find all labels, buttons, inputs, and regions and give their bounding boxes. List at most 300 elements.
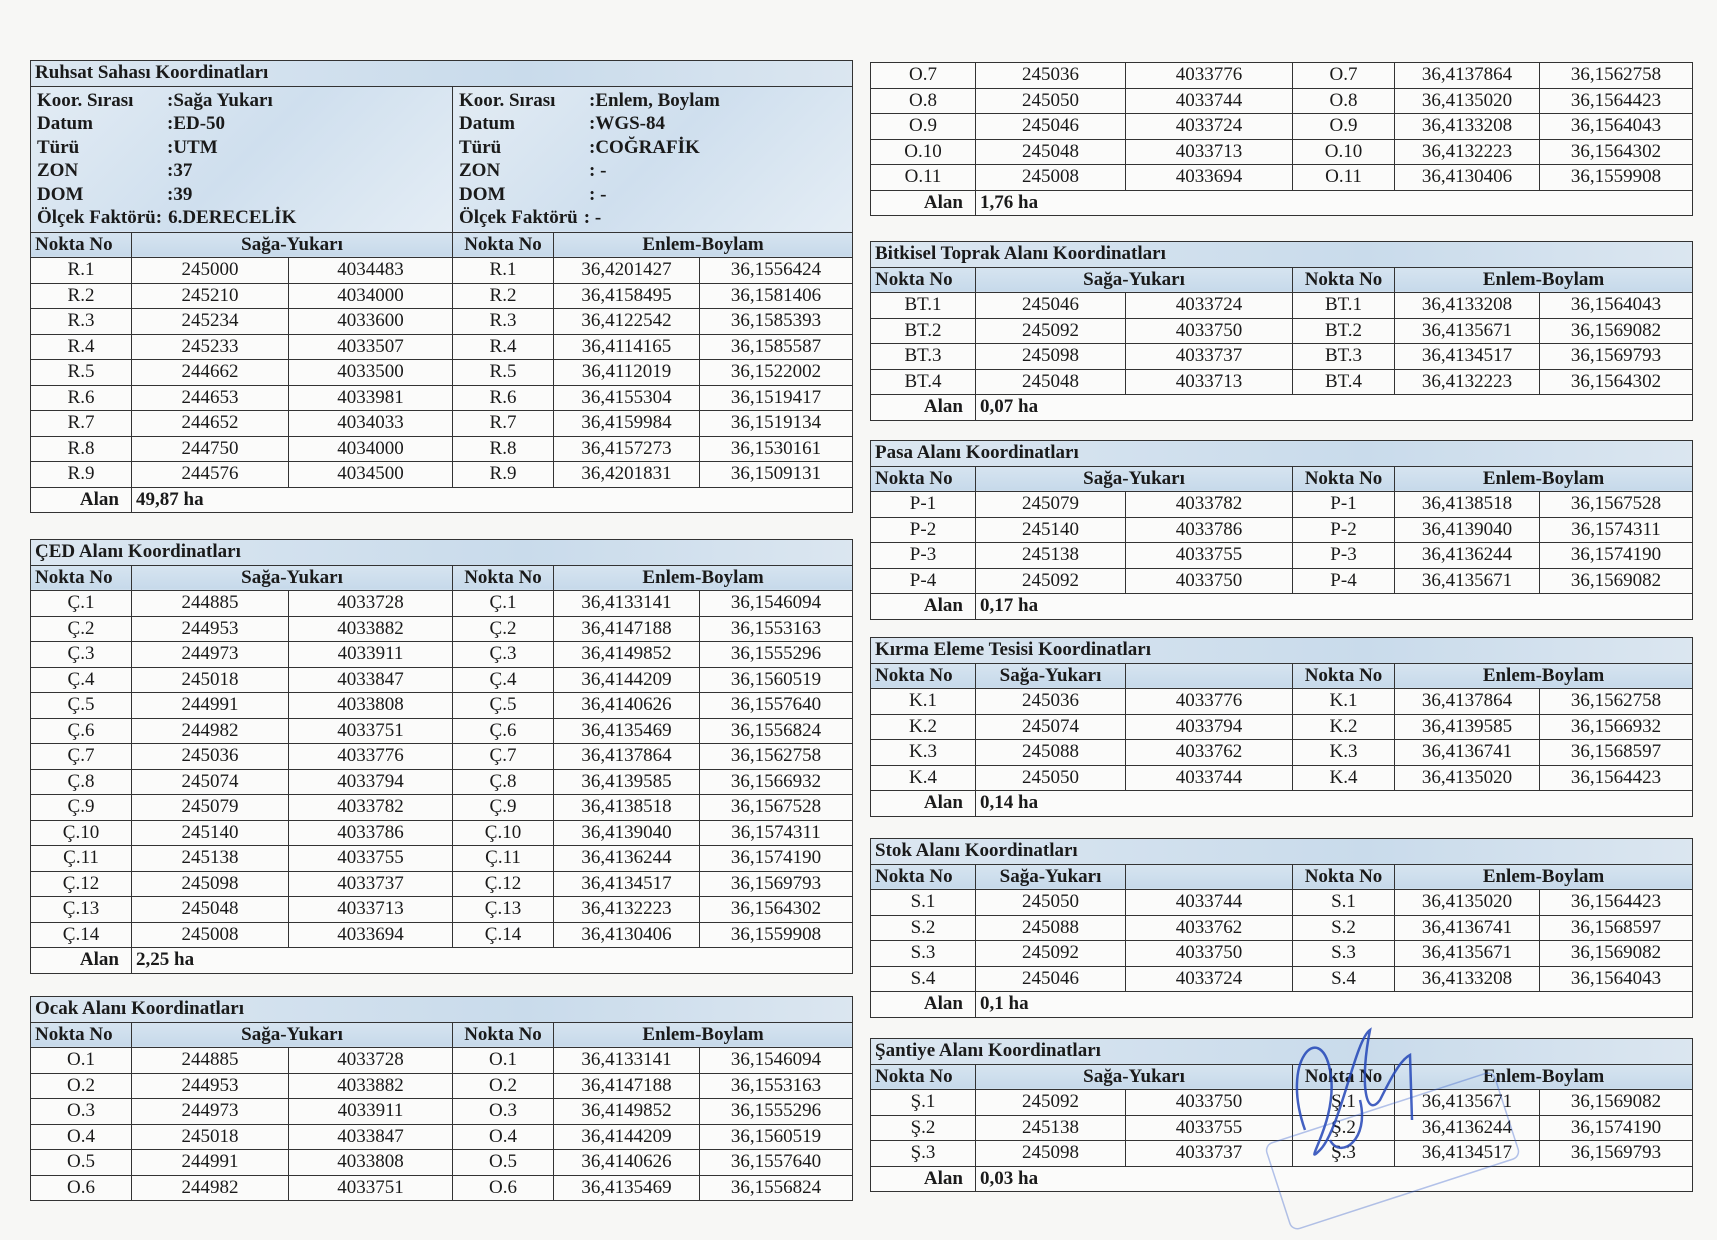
cell-nokta-no: K.4 (1293, 765, 1395, 791)
table-ruhsat (30, 60, 853, 513)
cell-saga: 245088 (976, 740, 1126, 766)
cell-nokta-no: P-4 (871, 568, 976, 594)
table-row (31, 411, 853, 437)
cell-saga: 245046 (976, 114, 1126, 140)
cell-nokta-no: R.1 (453, 258, 554, 284)
cell-boylam: 36,1585393 (700, 309, 853, 335)
cell-enlem: 36,4135020 (1395, 765, 1540, 791)
cell-nokta-no: O.5 (453, 1150, 554, 1176)
cell-enlem: 36,4136741 (1395, 915, 1540, 941)
cell-boylam: 36,1569793 (1540, 1141, 1693, 1167)
cell-boylam: 36,1557640 (700, 693, 853, 719)
cell-nokta-no: K.1 (1293, 689, 1395, 715)
info-key: Koor. Sırası (37, 89, 134, 111)
cell-yukari: 4033794 (1126, 714, 1293, 740)
header-nokta-no: Nokta No (453, 565, 554, 591)
cell-enlem: 36,4147188 (554, 616, 700, 642)
table-row (31, 616, 853, 642)
cell-saga: 245018 (132, 667, 289, 693)
table-row (31, 897, 853, 923)
cell-nokta-no: O.2 (453, 1073, 554, 1099)
cell-yukari: 4034000 (289, 283, 453, 309)
info-line (37, 206, 446, 230)
cell-boylam: 36,1574190 (1540, 543, 1693, 569)
cell-enlem: 36,4155304 (554, 385, 700, 411)
cell-yukari: 4033794 (289, 769, 453, 795)
cell-nokta-no: R.9 (453, 462, 554, 488)
table-row (871, 318, 1693, 344)
cell-enlem: 36,4136244 (554, 846, 700, 872)
cell-boylam: 36,1574190 (700, 846, 853, 872)
table-bitkisel (870, 241, 1693, 421)
table-row (31, 591, 853, 617)
cell-nokta-no: O.2 (31, 1073, 132, 1099)
cell-boylam: 36,1568597 (1540, 740, 1693, 766)
info-line (459, 206, 846, 230)
cell-yukari: 4033911 (289, 642, 453, 668)
alan-label: Alan (871, 395, 976, 421)
cell-saga: 245092 (976, 1090, 1126, 1116)
cell-yukari: 4033786 (289, 820, 453, 846)
cell-yukari: 4033713 (1126, 369, 1293, 395)
cell-yukari: 4033724 (1126, 966, 1293, 992)
cell-yukari: 4033782 (289, 795, 453, 821)
header-enlem-boylam: Enlem-Boylam (1395, 267, 1693, 293)
alan-label: Alan (871, 791, 976, 817)
cell-nokta-no: K.1 (871, 689, 976, 715)
info-line (459, 112, 846, 136)
cell-boylam: 36,1566932 (1540, 714, 1693, 740)
info-value: 6.DERECELİK (168, 207, 297, 228)
cell-saga: 244991 (132, 693, 289, 719)
cell-enlem: 36,4130406 (1395, 165, 1540, 191)
cell-enlem: 36,4140626 (554, 1150, 700, 1176)
cell-nokta-no: Ç.6 (31, 718, 132, 744)
cell-nokta-no: P-1 (1293, 492, 1395, 518)
cell-enlem: 36,4140626 (554, 693, 700, 719)
cell-nokta-no: O.3 (453, 1099, 554, 1125)
cell-nokta-no: S.3 (1293, 941, 1395, 967)
cell-nokta-no: S.1 (871, 890, 976, 916)
info-value: :37 (167, 160, 193, 181)
cell-nokta-no: Ç.10 (31, 820, 132, 846)
cell-boylam: 36,1560519 (700, 1124, 853, 1150)
table-title: Stok Alanı Koordinatları (871, 839, 1693, 865)
cell-saga: 244953 (132, 616, 289, 642)
cell-enlem: 36,4132223 (554, 897, 700, 923)
cell-yukari: 4033750 (1126, 1090, 1293, 1116)
cell-saga: 245048 (132, 897, 289, 923)
cell-boylam: 36,1553163 (700, 616, 853, 642)
cell-enlem: 36,4135671 (1395, 568, 1540, 594)
cell-nokta-no: R.8 (453, 436, 554, 462)
cell-nokta-no: Ç.4 (453, 667, 554, 693)
cell-nokta-no: Ç.5 (31, 693, 132, 719)
header-nokta-no: Nokta No (1293, 864, 1395, 890)
cell-nokta-no: BT.2 (871, 318, 976, 344)
cell-nokta-no: S.2 (1293, 915, 1395, 941)
cell-saga: 245074 (132, 769, 289, 795)
cell-nokta-no: Ç.9 (453, 795, 554, 821)
cell-nokta-no: Ç.4 (31, 667, 132, 693)
alan-value: 0,07 ha (976, 395, 1693, 421)
cell-nokta-no: Ş.1 (1293, 1090, 1395, 1116)
cell-nokta-no: R.2 (453, 283, 554, 309)
cell-boylam: 36,1567528 (700, 795, 853, 821)
info-value: :COĞRAFİK (589, 136, 700, 158)
cell-boylam: 36,1562758 (1540, 63, 1693, 89)
cell-boylam: 36,1574311 (1540, 517, 1693, 543)
cell-saga: 244653 (132, 385, 289, 411)
cell-saga: 244973 (132, 642, 289, 668)
cell-nokta-no: O.7 (1293, 63, 1395, 89)
header-nokta-no: Nokta No (31, 1022, 132, 1048)
info-key: ZON (459, 160, 501, 181)
cell-boylam: 36,1559908 (1540, 165, 1693, 191)
table-row (871, 492, 1693, 518)
cell-yukari: 4033744 (1126, 890, 1293, 916)
cell-boylam: 36,1564043 (1540, 966, 1693, 992)
cell-enlem: 36,4137864 (1395, 63, 1540, 89)
info-value: :WGS-84 (589, 113, 665, 134)
cell-nokta-no: R.9 (31, 462, 132, 488)
header-saga-yukari: Sağa-Yukarı (976, 1064, 1293, 1090)
cell-enlem: 36,4201427 (554, 258, 700, 284)
cell-boylam: 36,1564043 (1540, 114, 1693, 140)
table-row (31, 436, 853, 462)
cell-nokta-no: Ç.11 (31, 846, 132, 872)
cell-yukari: 4033755 (1126, 1115, 1293, 1141)
table-row (871, 369, 1693, 395)
cell-yukari: 4033713 (1126, 139, 1293, 165)
header-empty (1126, 864, 1293, 890)
cell-saga: 245048 (976, 139, 1126, 165)
cell-boylam: 36,1509131 (700, 462, 853, 488)
header-nokta-no: Nokta No (1293, 663, 1395, 689)
info-right-block (453, 86, 853, 232)
cell-nokta-no: S.1 (1293, 890, 1395, 916)
header-nokta-no: Nokta No (31, 565, 132, 591)
alan-value: 0,03 ha (976, 1166, 1693, 1192)
cell-yukari: 4033737 (1126, 1141, 1293, 1167)
cell-nokta-no: P-1 (871, 492, 976, 518)
cell-nokta-no: Ç.5 (453, 693, 554, 719)
table-row (871, 543, 1693, 569)
cell-boylam: 36,1546094 (700, 1048, 853, 1074)
cell-yukari: 4033713 (289, 897, 453, 923)
cell-yukari: 4033507 (289, 334, 453, 360)
cell-nokta-no: O.9 (871, 114, 976, 140)
cell-yukari: 4033911 (289, 1099, 453, 1125)
cell-enlem: 36,4134517 (1395, 344, 1540, 370)
cell-nokta-no: Ş.1 (871, 1090, 976, 1116)
info-line (37, 159, 446, 183)
table-row (871, 568, 1693, 594)
cell-saga: 245046 (976, 966, 1126, 992)
info-key: DOM (459, 183, 506, 205)
cell-enlem: 36,4149852 (554, 642, 700, 668)
cell-boylam: 36,1564302 (1540, 139, 1693, 165)
cell-saga: 245092 (976, 941, 1126, 967)
cell-saga: 245233 (132, 334, 289, 360)
cell-nokta-no: Ç.2 (31, 616, 132, 642)
cell-boylam: 36,1559908 (700, 922, 853, 948)
cell-boylam: 36,1519417 (700, 385, 853, 411)
cell-enlem: 36,4133208 (1395, 966, 1540, 992)
header-nokta-no: Nokta No (871, 267, 976, 293)
table-row (871, 63, 1693, 89)
header-nokta-no: Nokta No (31, 232, 132, 258)
cell-saga: 245036 (976, 689, 1126, 715)
cell-saga: 244991 (132, 1150, 289, 1176)
cell-nokta-no: R.5 (453, 360, 554, 386)
cell-saga: 245046 (976, 293, 1126, 319)
cell-enlem: 36,4135469 (554, 1175, 700, 1201)
header-saga-yukari: Sağa-Yukarı (976, 466, 1293, 492)
cell-nokta-no: Ç.8 (453, 769, 554, 795)
cell-boylam: 36,1564043 (1540, 293, 1693, 319)
table-row (871, 1141, 1693, 1167)
cell-yukari: 4033724 (1126, 114, 1293, 140)
cell-nokta-no: O.1 (453, 1048, 554, 1074)
table-row (31, 462, 853, 488)
info-key: Koor. Sırası (459, 89, 556, 111)
cell-enlem: 36,4139585 (1395, 714, 1540, 740)
table-row (871, 765, 1693, 791)
cell-yukari: 4033776 (1126, 63, 1293, 89)
cell-yukari: 4033737 (289, 871, 453, 897)
alan-value: 0,1 ha (976, 992, 1693, 1018)
cell-saga: 245074 (976, 714, 1126, 740)
table-row (31, 334, 853, 360)
table-pasa (870, 440, 1693, 620)
header-nokta-no: Nokta No (1293, 267, 1395, 293)
cell-boylam: 36,1522002 (700, 360, 853, 386)
cell-nokta-no: Ç.12 (453, 871, 554, 897)
table-row (31, 1175, 853, 1201)
table-row (871, 714, 1693, 740)
header-enlem-boylam: Enlem-Boylam (1395, 466, 1693, 492)
cell-nokta-no: K.3 (871, 740, 976, 766)
table-row (31, 642, 853, 668)
cell-nokta-no: O.10 (871, 139, 976, 165)
alan-value: 49,87 ha (132, 487, 853, 513)
table-title: Pasa Alanı Koordinatları (871, 441, 1693, 467)
cell-yukari: 4033762 (1126, 915, 1293, 941)
cell-nokta-no: O.4 (453, 1124, 554, 1150)
alan-label: Alan (871, 594, 976, 620)
table-row (871, 517, 1693, 543)
info-line (459, 136, 846, 160)
cell-saga: 245092 (976, 568, 1126, 594)
header-saga-yukari: Sağa-Yukarı (976, 267, 1293, 293)
cell-nokta-no: R.1 (31, 258, 132, 284)
cell-saga: 244576 (132, 462, 289, 488)
cell-saga: 245210 (132, 283, 289, 309)
cell-yukari: 4033981 (289, 385, 453, 411)
cell-enlem: 36,4139040 (1395, 517, 1540, 543)
cell-boylam: 36,1564423 (1540, 765, 1693, 791)
cell-boylam: 36,1564302 (700, 897, 853, 923)
cell-yukari: 4033751 (289, 1175, 453, 1201)
table-ocak-cont (870, 62, 1693, 216)
cell-enlem: 36,4112019 (554, 360, 700, 386)
alan-value: 0,17 ha (976, 594, 1693, 620)
table-stok (870, 838, 1693, 1018)
cell-nokta-no: Ç.12 (31, 871, 132, 897)
table-row (871, 689, 1693, 715)
cell-boylam: 36,1556824 (700, 718, 853, 744)
cell-yukari: 4033750 (1126, 318, 1293, 344)
table-row (31, 871, 853, 897)
cell-saga: 245234 (132, 309, 289, 335)
cell-nokta-no: R.7 (453, 411, 554, 437)
cell-nokta-no: Ç.7 (31, 744, 132, 770)
cell-nokta-no: S.2 (871, 915, 976, 941)
cell-nokta-no: S.3 (871, 941, 976, 967)
table-ocak (30, 996, 853, 1201)
info-line (37, 136, 446, 160)
alan-label: Alan (871, 992, 976, 1018)
table-row (871, 1115, 1693, 1141)
cell-enlem: 36,4132223 (1395, 139, 1540, 165)
cell-nokta-no: K.4 (871, 765, 976, 791)
info-line (459, 159, 846, 183)
cell-nokta-no: O.6 (453, 1175, 554, 1201)
cell-boylam: 36,1581406 (700, 283, 853, 309)
cell-nokta-no: P-3 (1293, 543, 1395, 569)
cell-nokta-no: Ç.1 (453, 591, 554, 617)
header-saga-yukari: Sağa-Yukarı (132, 565, 453, 591)
cell-enlem: 36,4157273 (554, 436, 700, 462)
table-row (871, 293, 1693, 319)
cell-saga: 245079 (132, 795, 289, 821)
cell-enlem: 36,4149852 (554, 1099, 700, 1125)
table-row (31, 795, 853, 821)
cell-enlem: 36,4135020 (1395, 88, 1540, 114)
table-row (31, 385, 853, 411)
cell-boylam: 36,1546094 (700, 591, 853, 617)
cell-enlem: 36,4134517 (1395, 1141, 1540, 1167)
cell-nokta-no: Ş.2 (1293, 1115, 1395, 1141)
cell-boylam: 36,1564423 (1540, 890, 1693, 916)
cell-saga: 244953 (132, 1073, 289, 1099)
cell-nokta-no: Ç.6 (453, 718, 554, 744)
info-key: DOM (37, 183, 84, 205)
cell-enlem: 36,4136244 (1395, 1115, 1540, 1141)
table-row (871, 88, 1693, 114)
cell-nokta-no: P-2 (1293, 517, 1395, 543)
table-row (31, 1124, 853, 1150)
cell-nokta-no: Ç.9 (31, 795, 132, 821)
cell-enlem: 36,4135020 (1395, 890, 1540, 916)
alan-value: 2,25 ha (132, 948, 853, 974)
info-key: Ölçek Faktörü: (37, 207, 163, 228)
cell-yukari: 4033782 (1126, 492, 1293, 518)
info-value: : - (589, 183, 607, 205)
cell-nokta-no: Ç.3 (453, 642, 554, 668)
header-enlem-boylam: Enlem-Boylam (554, 1022, 853, 1048)
cell-nokta-no: BT.2 (1293, 318, 1395, 344)
cell-boylam: 36,1519134 (700, 411, 853, 437)
cell-boylam: 36,1562758 (700, 744, 853, 770)
cell-yukari: 4033808 (289, 1150, 453, 1176)
cell-nokta-no: O.8 (1293, 88, 1395, 114)
header-enlem-boylam: Enlem-Boylam (1395, 864, 1693, 890)
cell-saga: 245140 (976, 517, 1126, 543)
cell-saga: 245048 (976, 369, 1126, 395)
cell-nokta-no: R.7 (31, 411, 132, 437)
table-row (31, 667, 853, 693)
cell-enlem: 36,4136244 (1395, 543, 1540, 569)
cell-nokta-no: Ç.13 (31, 897, 132, 923)
info-value: :Sağa Yukarı (167, 89, 273, 111)
info-key: Ölçek Faktörü (459, 207, 578, 228)
cell-boylam: 36,1560519 (700, 667, 853, 693)
cell-enlem: 36,4138518 (1395, 492, 1540, 518)
alan-value: 1,76 ha (976, 190, 1693, 216)
header-enlem-boylam: Enlem-Boylam (1395, 663, 1693, 689)
cell-nokta-no: P-4 (1293, 568, 1395, 594)
cell-nokta-no: Ç.2 (453, 616, 554, 642)
cell-nokta-no: BT.3 (1293, 344, 1395, 370)
cell-nokta-no: Ç.3 (31, 642, 132, 668)
info-value: :39 (167, 183, 193, 205)
cell-saga: 244885 (132, 591, 289, 617)
cell-enlem: 36,4133141 (554, 1048, 700, 1074)
cell-saga: 244973 (132, 1099, 289, 1125)
info-line (37, 89, 446, 113)
cell-nokta-no: O.10 (1293, 139, 1395, 165)
table-row (31, 846, 853, 872)
table-row (871, 344, 1693, 370)
cell-yukari: 4033728 (289, 1048, 453, 1074)
cell-enlem: 36,4133141 (554, 591, 700, 617)
header-saga-yukari: Sağa-Yukarı (132, 1022, 453, 1048)
cell-boylam: 36,1574311 (700, 820, 853, 846)
header-enlem-boylam: Enlem-Boylam (554, 232, 853, 258)
cell-yukari: 4034033 (289, 411, 453, 437)
cell-nokta-no: O.7 (871, 63, 976, 89)
cell-yukari: 4033600 (289, 309, 453, 335)
cell-enlem: 36,4201831 (554, 462, 700, 488)
cell-yukari: 4033728 (289, 591, 453, 617)
cell-nokta-no: R.3 (453, 309, 554, 335)
table-row (31, 1073, 853, 1099)
cell-boylam: 36,1567528 (1540, 492, 1693, 518)
header-nokta-no: Nokta No (1293, 1064, 1395, 1090)
cell-nokta-no: Ç.13 (453, 897, 554, 923)
cell-boylam: 36,1569082 (1540, 568, 1693, 594)
cell-yukari: 4033744 (1126, 765, 1293, 791)
cell-boylam: 36,1556424 (700, 258, 853, 284)
cell-saga: 244885 (132, 1048, 289, 1074)
cell-nokta-no: R.5 (31, 360, 132, 386)
table-ced (30, 539, 853, 974)
table-title: Şantiye Alanı Koordinatları (871, 1039, 1693, 1065)
cell-nokta-no: Ş.3 (1293, 1141, 1395, 1167)
cell-enlem: 36,4159984 (554, 411, 700, 437)
info-value: : - (583, 207, 602, 228)
cell-saga: 245138 (976, 543, 1126, 569)
info-left-block (31, 86, 453, 232)
cell-nokta-no: O.11 (1293, 165, 1395, 191)
cell-yukari: 4033694 (289, 922, 453, 948)
table-row (31, 744, 853, 770)
cell-nokta-no: O.9 (1293, 114, 1395, 140)
table-title: Ruhsat Sahası Koordinatları (31, 61, 853, 87)
cell-saga: 245138 (976, 1115, 1126, 1141)
